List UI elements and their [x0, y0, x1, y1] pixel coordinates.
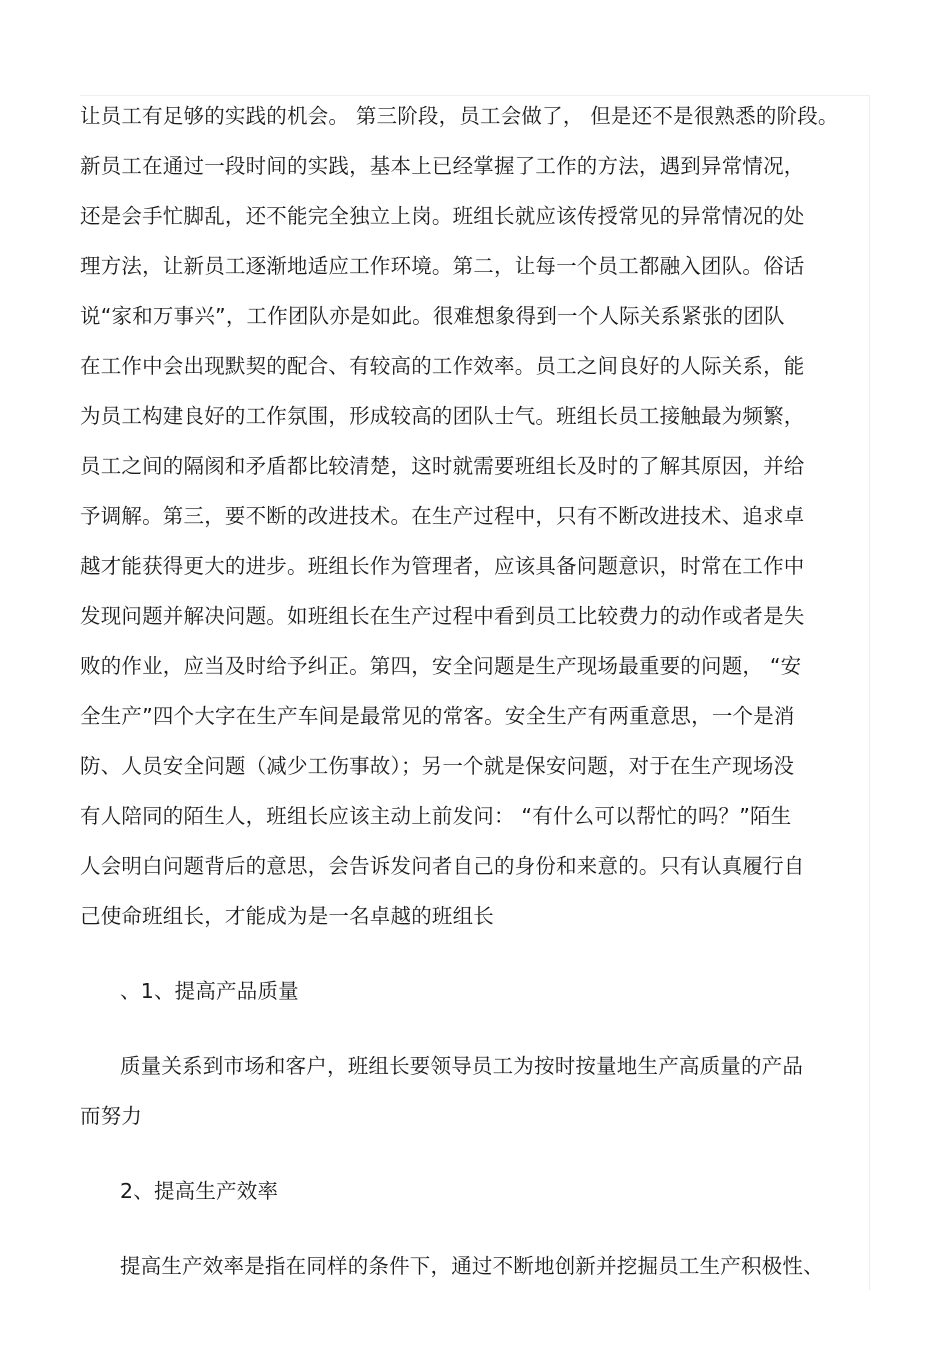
body-line: 败的作业，应当及时给予纠正。第四，安全问题是生产现场最重要的问题， “安 — [80, 654, 802, 678]
paragraph-line: 提高生产效率是指在同样的条件下，通过不断地创新并挖掘员工生产积极性、 — [120, 1254, 824, 1278]
body-line: 在工作中会出现默契的配合、有较高的工作效率。员工之间良好的人际关系，能 — [80, 354, 805, 378]
body-line: 防、人员安全问题（减少工伤事故）；另一个就是保安问题，对于在生产现场没 — [80, 754, 795, 778]
body-line: 人会明白问题背后的意思，会告诉发问者自己的身份和来意的。只有认真履行自 — [80, 854, 805, 878]
body-line: 予调解。第三，要不断的改进技术。在生产过程中，只有不断改进技术、追求卓 — [80, 504, 805, 528]
body-line: 有人陪同的陌生人，班组长应该主动上前发问： “有什么可以帮忙的吗？”陌生 — [80, 804, 792, 828]
body-line: 说“家和万事兴”，工作团队亦是如此。很难想象得到一个人际关系紧张的团队 — [80, 304, 785, 328]
body-line: 发现问题并解决问题。如班组长在生产过程中看到员工比较费力的动作或者是失 — [80, 604, 805, 628]
body-line: 己使命班组长，才能成为是一名卓越的班组长 — [80, 904, 494, 928]
body-line: 全生产”四个大字在生产车间是最常见的常客。安全生产有两重意思，一个是消 — [80, 704, 795, 728]
section-heading: 2、提高生产效率 — [120, 1179, 279, 1203]
body-line: 让员工有足够的实践的机会。 第三阶段，员工会做了， 但是还不是很熟悉的阶段。 — [80, 104, 839, 128]
page-border-right — [869, 95, 870, 1290]
page-border-top — [80, 95, 870, 96]
body-line: 理方法，让新员工逐渐地适应工作环境。第二，让每一个员工都融入团队。俗话 — [80, 254, 805, 278]
paragraph-line: 而努力 — [80, 1104, 143, 1128]
body-line: 员工之间的隔阂和矛盾都比较清楚，这时就需要班组长及时的了解其原因，并给 — [80, 454, 805, 478]
body-line: 越才能获得更大的进步。班组长作为管理者，应该具备问题意识，时常在工作中 — [80, 554, 805, 578]
paragraph-line: 质量关系到市场和客户，班组长要领导员工为按时按量地生产高质量的产品 — [120, 1054, 804, 1078]
section-heading: 、1、提高产品质量 — [120, 979, 299, 1003]
body-line: 新员工在通过一段时间的实践，基本上已经掌握了工作的方法，遇到异常情况， — [80, 154, 805, 178]
body-line: 还是会手忙脚乱，还不能完全独立上岗。班组长就应该传授常见的异常情况的处 — [80, 204, 805, 228]
body-line: 为员工构建良好的工作氛围，形成较高的团队士气。班组长员工接触最为频繁， — [80, 404, 805, 428]
